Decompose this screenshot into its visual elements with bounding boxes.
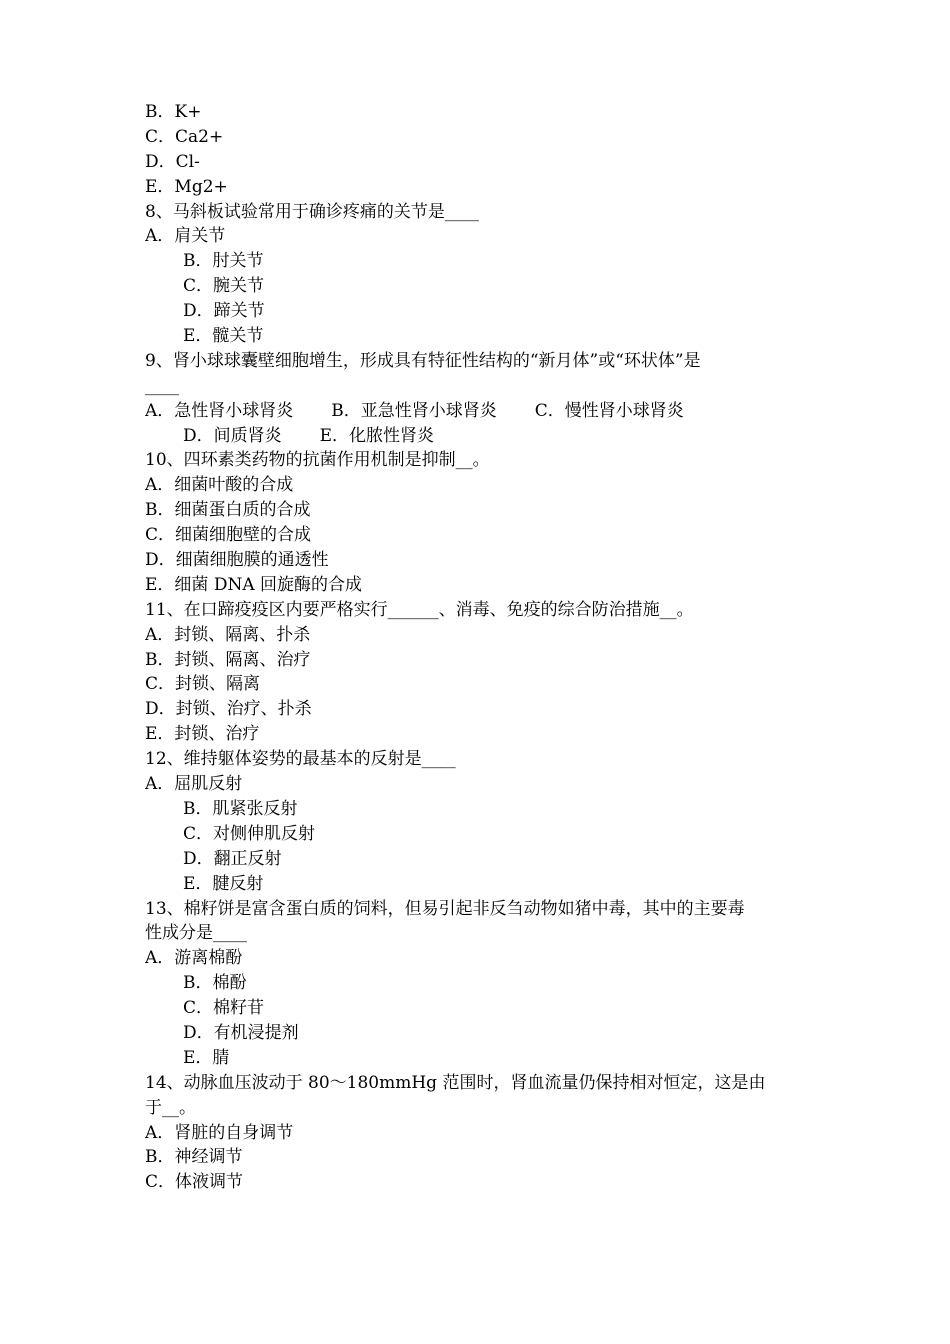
option-line: A．封锁、隔离、扑杀: [145, 624, 311, 645]
option-line: A．游离棉酚: [145, 948, 243, 969]
option-line: B．K+: [145, 102, 202, 122]
option-b: B．亚急性肾小球肾炎: [331, 400, 497, 421]
question-stem: 14、动脉血压波动于 80～180mmHg 范围时，肾血流量仍保持相对恒定，这是由: [145, 1072, 766, 1093]
option-row: [145, 399, 815, 424]
option-line: E．封锁、治疗: [145, 724, 260, 745]
question-list: [145, 100, 815, 1195]
option-line: E．腱反射: [183, 873, 264, 894]
option-line: C．体液调节: [145, 1172, 244, 1193]
question-stem: 9、肾小球球囊壁细胞增生，形成具有特征性结构的“新月体”或“环状体”是: [145, 350, 701, 371]
option-line: B．细菌蛋白质的合成: [145, 500, 311, 521]
question-stem-continued: 性成分是____: [145, 923, 247, 944]
option-line: E．髋关节: [183, 326, 264, 347]
question-stem-continued: 于__。: [145, 1097, 196, 1118]
option-line: D．细菌细胞膜的通透性: [145, 550, 329, 571]
option-line: D．Cl-: [145, 151, 200, 172]
option-line: E．腈: [183, 1047, 230, 1068]
question-stem: 12、维持躯体姿势的最基本的反射是____: [145, 749, 456, 770]
question-stem: 10、四环素类药物的抗菌作用机制是抑制__。: [145, 450, 490, 471]
option-line: C．细菌细胞壁的合成: [145, 525, 312, 546]
question-stem-continued: ____: [145, 375, 179, 396]
option-line: C．棉籽苷: [183, 998, 265, 1019]
option-line: C．Ca2+: [145, 126, 224, 147]
option-line: B．肌紧张反射: [183, 798, 298, 819]
option-line: D．翻正反射: [183, 848, 282, 869]
option-c: C．慢性肾小球肾炎: [534, 400, 684, 421]
option-line: A．屈肌反射: [145, 774, 243, 795]
option-line: A．肾脏的自身调节: [145, 1122, 294, 1143]
question-stem: 8、马斜板试验常用于确诊疼痛的关节是____: [145, 201, 479, 222]
option-d: D．间质肾炎: [183, 425, 282, 446]
option-line: D．有机浸提剂: [183, 1022, 299, 1043]
question-stem: 11、在口蹄疫疫区内要严格实行______、消毒、免疫的综合防治措施__。: [145, 599, 694, 620]
option-line: A．肩关节: [145, 226, 226, 247]
option-line: D．蹄关节: [183, 301, 265, 322]
option-line: A．细菌叶酸的合成: [145, 475, 294, 496]
question-stem: 13、棉籽饼是富含蛋白质的饲料，但易引起非反刍动物如猪中毒，其中的主要毒: [145, 898, 745, 919]
option-line: C．封锁、隔离: [145, 674, 261, 695]
option-line: B．封锁、隔离、治疗: [145, 649, 311, 670]
option-e: E．化脓性肾炎: [319, 425, 435, 446]
option-line: B．肘关节: [183, 251, 264, 272]
option-a: A．急性肾小球肾炎: [145, 400, 294, 421]
option-line: C．对侧伸肌反射: [183, 823, 316, 844]
option-line: B．棉酚: [183, 973, 247, 994]
option-row: [145, 424, 815, 449]
option-line: C．腕关节: [183, 276, 265, 297]
option-line: E．细菌 DNA 回旋酶的合成: [145, 574, 362, 595]
option-line: E．Mg2+: [145, 176, 228, 197]
option-line: D．封锁、治疗、扑杀: [145, 699, 312, 720]
option-line: B．神经调节: [145, 1147, 243, 1168]
